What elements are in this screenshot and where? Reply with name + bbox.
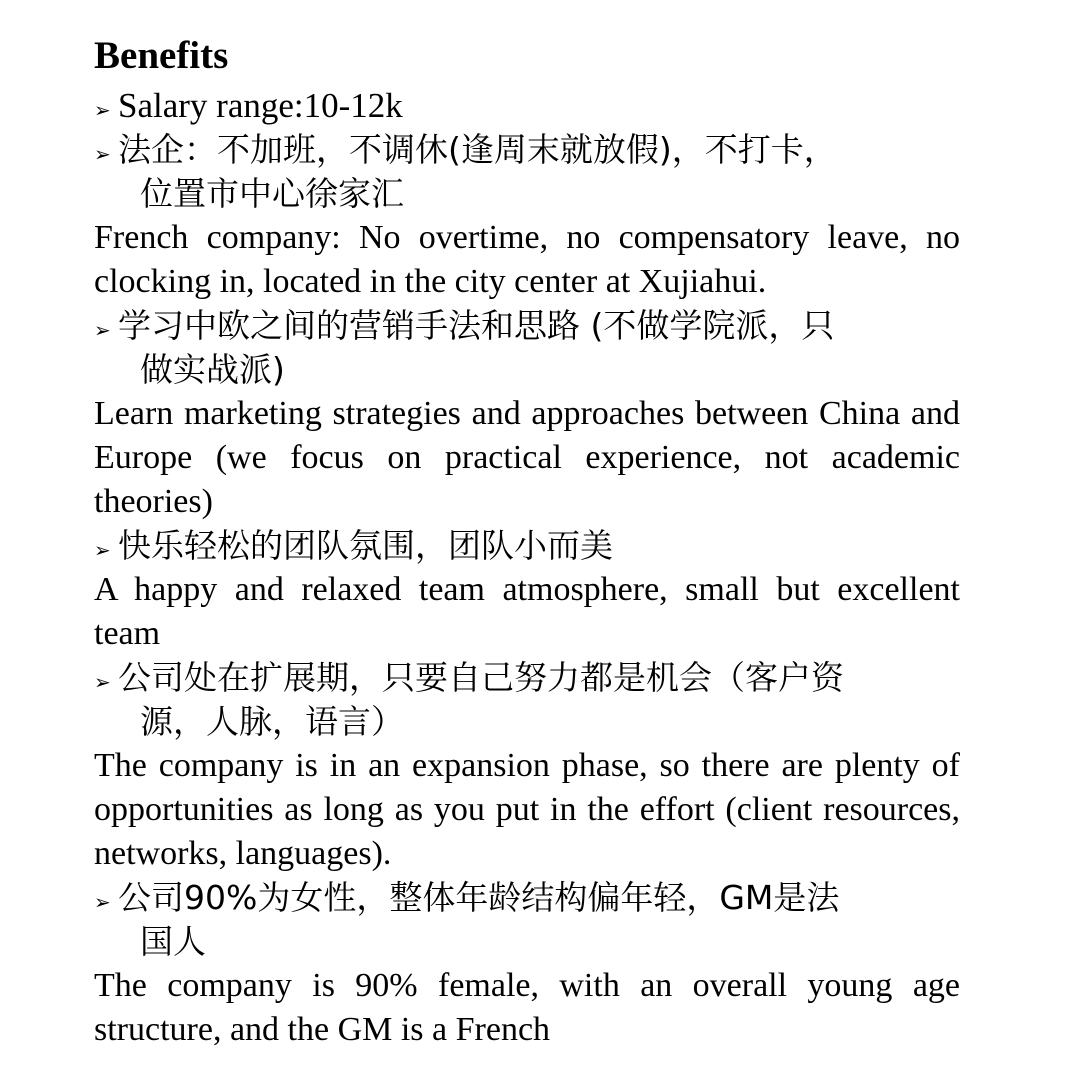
bullet-arrow-icon: ➢ bbox=[94, 320, 111, 342]
benefit-zh-line1: 学习中欧之间的营销手法和思路 (不做学院派，只 bbox=[118, 306, 835, 345]
benefit-zh-line2: 位置市中心徐家汇 bbox=[140, 174, 404, 213]
benefit-zh-line1: 公司90%为女性，整体年龄结构偏年轻，GM是法 bbox=[118, 878, 840, 917]
bullet-arrow-icon: ➢ bbox=[94, 672, 111, 694]
benefit-item-demographics bbox=[94, 876, 960, 920]
benefit-zh-line1: 法企：不加班，不调休(逢周末就放假)，不打卡， bbox=[118, 130, 837, 169]
benefit-item-expansion bbox=[94, 656, 960, 700]
section-title: Benefits bbox=[94, 34, 229, 77]
benefit-zh-line1: 公司处在扩展期，只要自己努力都是机会（客户资 bbox=[118, 658, 844, 697]
benefits-section bbox=[94, 30, 960, 1052]
bullet-arrow-icon: ➢ bbox=[94, 892, 111, 914]
benefit-zh-line2: 源，人脉，语言） bbox=[140, 702, 404, 741]
benefit-zh-line1: 快乐轻松的团队氛围，团队小而美 bbox=[118, 526, 613, 565]
benefit-zh-line2: 国人 bbox=[140, 922, 206, 961]
benefit-item-marketing bbox=[94, 304, 960, 348]
benefit-en-text: A happy and relaxed team atmosphere, small but excellent team bbox=[94, 571, 960, 652]
benefit-en-text: The company is 90% female, with an overall young age structure, and the GM is a French bbox=[94, 967, 960, 1048]
benefit-item-salary bbox=[94, 84, 960, 128]
bullet-arrow-icon: ➢ bbox=[94, 100, 111, 122]
benefit-en-text: The company is in an expansion phase, so there are plenty of opportunities as long as you put in the effort (client resources, networks, languages). bbox=[94, 747, 960, 872]
benefit-en-text: French company: No overtime, no compensatory leave, no clocking in, located in the city center at Xujiahui. bbox=[94, 219, 960, 300]
benefit-zh-line2: 做实战派) bbox=[140, 350, 285, 389]
bullet-arrow-icon: ➢ bbox=[94, 144, 111, 166]
benefit-item-french-company bbox=[94, 128, 960, 172]
benefit-en-text: Learn marketing strategies and approaches between China and Europe (we focus on practical experience, not academic theories) bbox=[94, 395, 960, 520]
benefit-item-team bbox=[94, 524, 960, 568]
bullet-arrow-icon: ➢ bbox=[94, 540, 111, 562]
salary-range-text: Salary range:10-12k bbox=[118, 86, 403, 125]
